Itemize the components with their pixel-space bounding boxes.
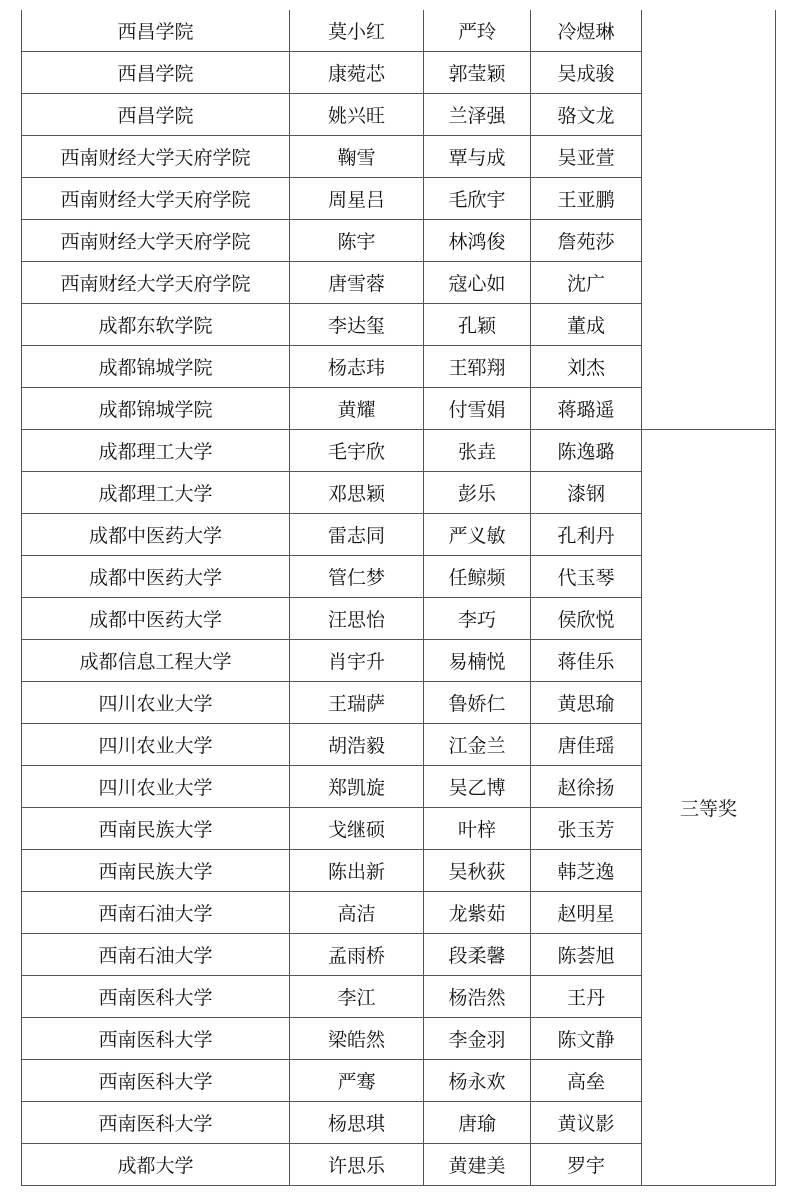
- member-cell: 黄耀: [290, 388, 424, 430]
- member-cell: 陈荟旭: [531, 934, 642, 976]
- school-cell: 西南财经大学天府学院: [22, 220, 290, 262]
- member-cell: 叶梓: [424, 808, 531, 850]
- member-cell: 吴成骏: [531, 52, 642, 94]
- member-cell: 韩芝逸: [531, 850, 642, 892]
- member-cell: 龙紫茹: [424, 892, 531, 934]
- member-cell: 覃与成: [424, 136, 531, 178]
- award-level-cell: 三等奖: [642, 430, 776, 1186]
- school-cell: 成都东软学院: [22, 304, 290, 346]
- member-cell: 张垚: [424, 430, 531, 472]
- member-cell: 雷志同: [290, 514, 424, 556]
- member-cell: 肖宇升: [290, 640, 424, 682]
- member-cell: 陈宇: [290, 220, 424, 262]
- school-cell: 西南民族大学: [22, 808, 290, 850]
- member-cell: 陈出新: [290, 850, 424, 892]
- member-cell: 高洁: [290, 892, 424, 934]
- school-cell: 四川农业大学: [22, 766, 290, 808]
- member-cell: 付雪娟: [424, 388, 531, 430]
- school-cell: 成都锦城学院: [22, 388, 290, 430]
- member-cell: 戈继硕: [290, 808, 424, 850]
- school-cell: 成都理工大学: [22, 472, 290, 514]
- member-cell: 许思乐: [290, 1144, 424, 1186]
- member-cell: 段柔馨: [424, 934, 531, 976]
- member-cell: 唐瑜: [424, 1102, 531, 1144]
- member-cell: 骆文龙: [531, 94, 642, 136]
- member-cell: 毛宇欣: [290, 430, 424, 472]
- school-cell: 四川农业大学: [22, 724, 290, 766]
- member-cell: 江金兰: [424, 724, 531, 766]
- member-cell: 唐佳瑶: [531, 724, 642, 766]
- member-cell: 管仁梦: [290, 556, 424, 598]
- school-cell: 西南医科大学: [22, 1060, 290, 1102]
- member-cell: 陈逸璐: [531, 430, 642, 472]
- member-cell: 胡浩毅: [290, 724, 424, 766]
- school-cell: 成都信息工程大学: [22, 640, 290, 682]
- member-cell: 黄思瑜: [531, 682, 642, 724]
- member-cell: 王丹: [531, 976, 642, 1018]
- member-cell: 刘杰: [531, 346, 642, 388]
- school-cell: 四川农业大学: [22, 682, 290, 724]
- member-cell: 郭莹颖: [424, 52, 531, 94]
- member-cell: 彭乐: [424, 472, 531, 514]
- member-cell: 赵明星: [531, 892, 642, 934]
- member-cell: 李达玺: [290, 304, 424, 346]
- member-cell: 杨志玮: [290, 346, 424, 388]
- member-cell: 鞠雪: [290, 136, 424, 178]
- member-cell: 毛欣宇: [424, 178, 531, 220]
- school-cell: 成都大学: [22, 1144, 290, 1186]
- school-cell: 西昌学院: [22, 10, 290, 52]
- member-cell: 唐雪蓉: [290, 262, 424, 304]
- member-cell: 王郓翔: [424, 346, 531, 388]
- school-cell: 西昌学院: [22, 94, 290, 136]
- member-cell: 漆钢: [531, 472, 642, 514]
- school-cell: 西南石油大学: [22, 892, 290, 934]
- school-cell: 西南财经大学天府学院: [22, 262, 290, 304]
- member-cell: 李江: [290, 976, 424, 1018]
- member-cell: 李金羽: [424, 1018, 531, 1060]
- member-cell: 李巧: [424, 598, 531, 640]
- member-cell: 孔利丹: [531, 514, 642, 556]
- school-cell: 成都中医药大学: [22, 514, 290, 556]
- member-cell: 王亚鹏: [531, 178, 642, 220]
- member-cell: 黄议影: [531, 1102, 642, 1144]
- member-cell: 孔颖: [424, 304, 531, 346]
- member-cell: 寇心如: [424, 262, 531, 304]
- member-cell: 罗宇: [531, 1144, 642, 1186]
- member-cell: 周星吕: [290, 178, 424, 220]
- member-cell: 詹苑莎: [531, 220, 642, 262]
- member-cell: 吴乙博: [424, 766, 531, 808]
- member-cell: 蒋璐遥: [531, 388, 642, 430]
- school-cell: 成都中医药大学: [22, 556, 290, 598]
- member-cell: 严玲: [424, 10, 531, 52]
- member-cell: 高垒: [531, 1060, 642, 1102]
- member-cell: 康菀芯: [290, 52, 424, 94]
- member-cell: 杨思琪: [290, 1102, 424, 1144]
- member-cell: 邓思颖: [290, 472, 424, 514]
- school-cell: 西南财经大学天府学院: [22, 178, 290, 220]
- table-row: [22, 430, 776, 472]
- member-cell: 郑凯旋: [290, 766, 424, 808]
- school-cell: 西昌学院: [22, 52, 290, 94]
- school-cell: 西南医科大学: [22, 1102, 290, 1144]
- school-cell: 西南医科大学: [22, 1018, 290, 1060]
- member-cell: 代玉琴: [531, 556, 642, 598]
- school-cell: 成都中医药大学: [22, 598, 290, 640]
- school-cell: 成都理工大学: [22, 430, 290, 472]
- school-cell: 西南医科大学: [22, 976, 290, 1018]
- member-cell: 任鲸频: [424, 556, 531, 598]
- member-cell: 杨永欢: [424, 1060, 531, 1102]
- member-cell: 沈广: [531, 262, 642, 304]
- member-cell: 林鸿俊: [424, 220, 531, 262]
- member-cell: 易楠悦: [424, 640, 531, 682]
- member-cell: 黄建美: [424, 1144, 531, 1186]
- member-cell: 莫小红: [290, 10, 424, 52]
- table-row: [22, 10, 776, 52]
- member-cell: 兰泽强: [424, 94, 531, 136]
- member-cell: 姚兴旺: [290, 94, 424, 136]
- award-level-cell: [642, 10, 776, 430]
- member-cell: 王瑞萨: [290, 682, 424, 724]
- award-table: [21, 10, 776, 1186]
- member-cell: 杨浩然: [424, 976, 531, 1018]
- member-cell: 梁皓然: [290, 1018, 424, 1060]
- school-cell: 西南财经大学天府学院: [22, 136, 290, 178]
- member-cell: 冷煜琳: [531, 10, 642, 52]
- award-table-body: [22, 10, 776, 1186]
- member-cell: 吴亚萱: [531, 136, 642, 178]
- member-cell: 鲁娇仁: [424, 682, 531, 724]
- school-cell: 成都锦城学院: [22, 346, 290, 388]
- member-cell: 侯欣悦: [531, 598, 642, 640]
- member-cell: 蒋佳乐: [531, 640, 642, 682]
- member-cell: 孟雨桥: [290, 934, 424, 976]
- member-cell: 张玉芳: [531, 808, 642, 850]
- member-cell: 严骞: [290, 1060, 424, 1102]
- member-cell: 吴秋荻: [424, 850, 531, 892]
- member-cell: 董成: [531, 304, 642, 346]
- member-cell: 严义敏: [424, 514, 531, 556]
- member-cell: 陈文静: [531, 1018, 642, 1060]
- member-cell: 汪思怡: [290, 598, 424, 640]
- member-cell: 赵徐扬: [531, 766, 642, 808]
- school-cell: 西南民族大学: [22, 850, 290, 892]
- school-cell: 西南石油大学: [22, 934, 290, 976]
